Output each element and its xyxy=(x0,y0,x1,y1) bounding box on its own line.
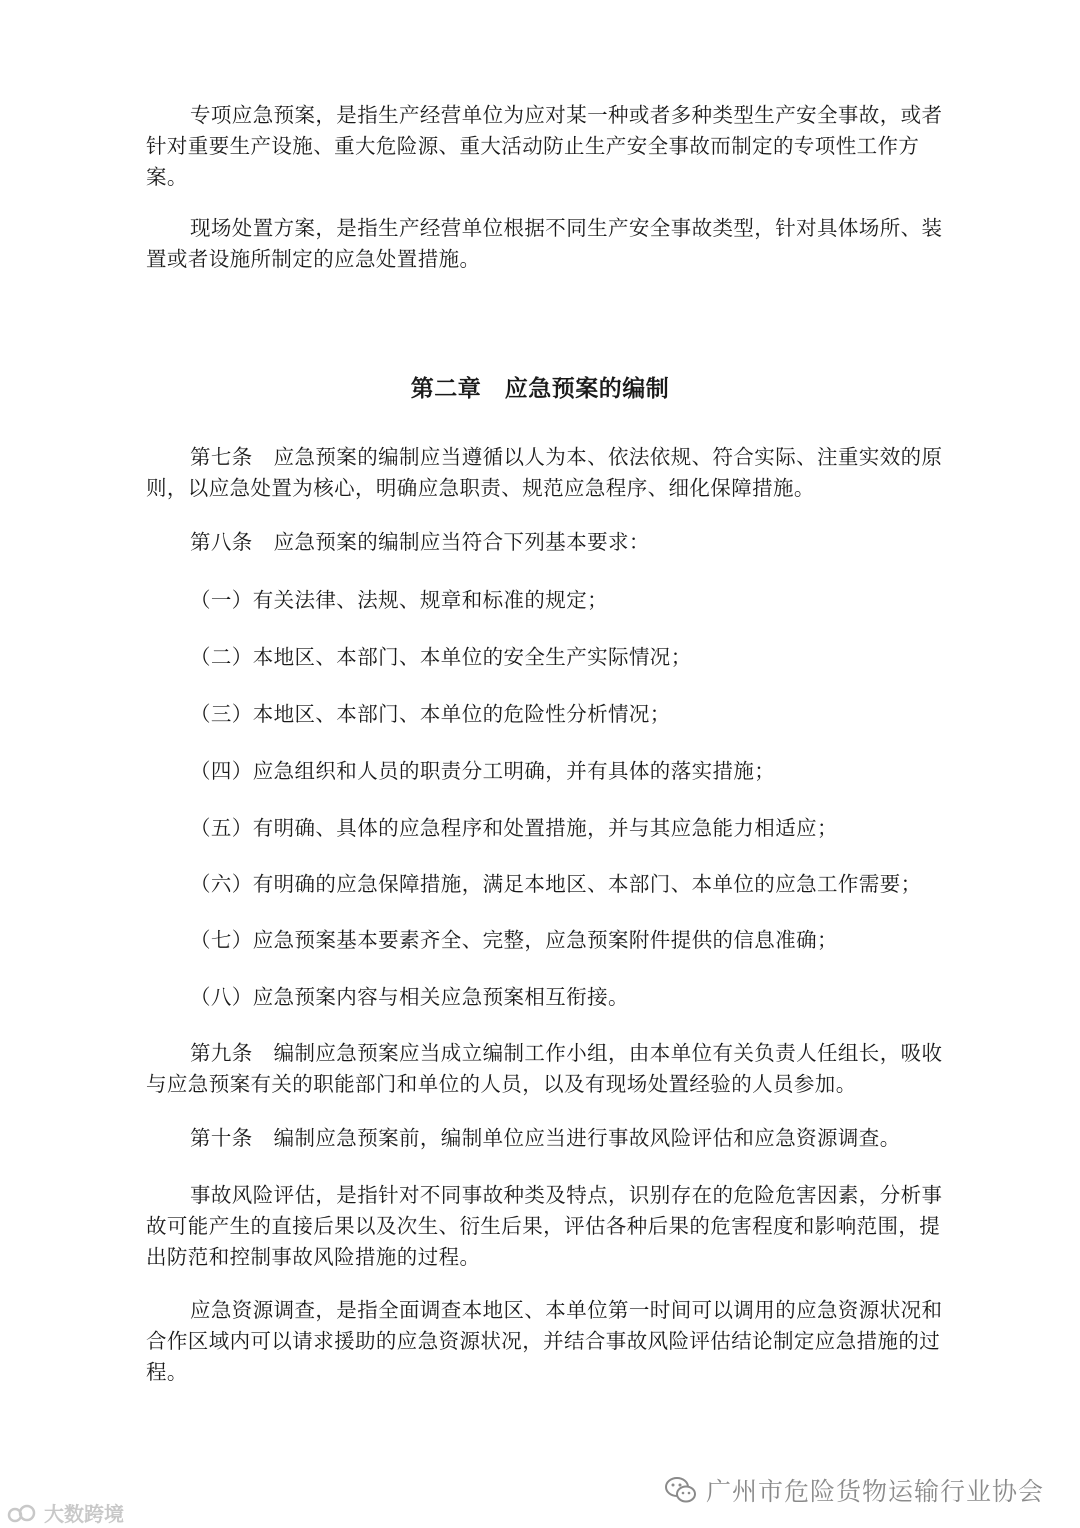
requirement-8: （八）应急预案内容与相关应急预案相互衔接。 xyxy=(190,985,629,1009)
left-watermark xyxy=(6,1498,124,1527)
requirement-5: （五）有明确、具体的应急程序和处置措施，并与其应急能力相适应； xyxy=(190,816,838,840)
requirement-4: （四）应急组织和人员的职责分工明确，并有具体的落实措施； xyxy=(190,759,776,783)
wechat-icon xyxy=(664,1475,698,1505)
paragraph-special-plan: 专项应急预案，是指生产经营单位为应对某一种或者多种类型生产安全事故，或者针对重要生产设施、重大危险源、重大活动防止生产安全事故而制定的专项性工作方案。 xyxy=(146,103,943,189)
right-watermark xyxy=(664,1472,1044,1508)
left-watermark-text: 大数跨境 xyxy=(44,1502,124,1526)
paragraph-onsite-plan: 现场处置方案，是指生产经营单位根据不同生产安全事故类型，针对具体场所、装置或者设施所制定的应急处置措施。 xyxy=(146,216,943,271)
requirement-1: （一）有关法律、法规、规章和标准的规定； xyxy=(190,588,608,612)
chapter-title: 第二章 应急预案的编制 xyxy=(410,375,670,402)
footer-watermarks xyxy=(0,1460,1080,1528)
paragraph-resource-survey: 应急资源调查，是指全面调查本地区、本单位第一时间可以调用的应急资源状况和合作区域内可以请求援助的应急资源状况，并结合事故风险评估结论制定应急措施的过程。 xyxy=(146,1298,943,1384)
article-8: 第八条 应急预案的编制应当符合下列基本要求： xyxy=(190,530,650,554)
requirement-7: （七）应急预案基本要素齐全、完整，应急预案附件提供的信息准确； xyxy=(190,928,838,952)
requirement-6: （六）有明确的应急保障措施，满足本地区、本部门、本单位的应急工作需要； xyxy=(190,872,922,896)
right-watermark-text: 广州市危险货物运输行业协会 xyxy=(705,1477,1044,1506)
paragraph-risk-assessment: 事故风险评估，是指针对不同事故种类及特点，识别存在的危险危害因素，分析事故可能产生的直接后果以及次生、衍生后果，评估各种后果的危害程度和影响范围，提出防范和控制事故风险措施的过程。 xyxy=(146,1183,943,1269)
article-10: 第十条 编制应急预案前，编制单位应当进行事故风险评估和应急资源调查。 xyxy=(190,1126,901,1150)
article-7: 第七条 应急预案的编制应当遵循以人为本、依法依规、符合实际、注重实效的原则，以应急处置为核心，明确应急职责、规范应急程序、细化保障措施。 xyxy=(146,445,943,500)
article-9: 第九条 编制应急预案应当成立编制工作小组，由本单位有关负责人任组长，吸收与应急预案有关的职能部门和单位的人员，以及有现场处置经验的人员参加。 xyxy=(146,1041,943,1096)
cloud-icon xyxy=(6,1502,40,1524)
requirement-2: （二）本地区、本部门、本单位的安全生产实际情况； xyxy=(190,645,692,669)
requirement-3: （三）本地区、本部门、本单位的危险性分析情况； xyxy=(190,702,671,726)
